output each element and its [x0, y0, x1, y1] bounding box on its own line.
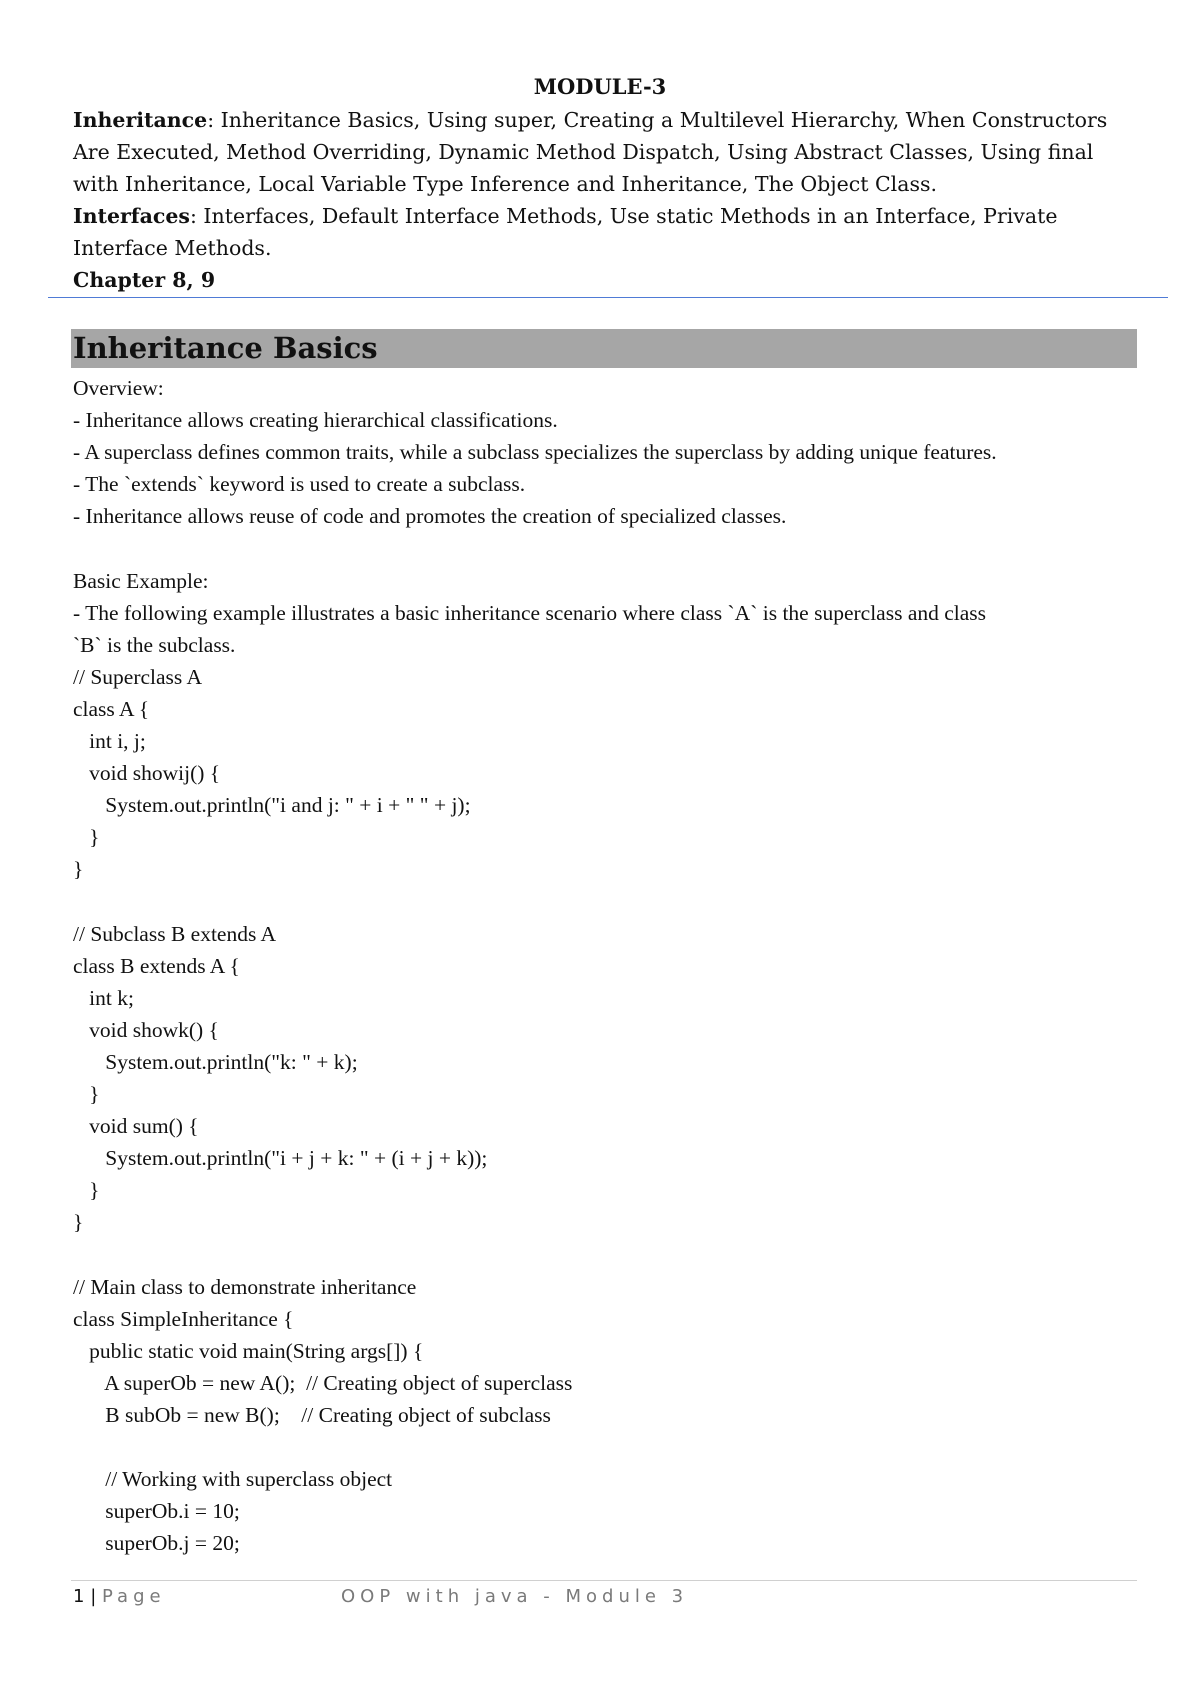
interfaces-topic-list: : Interfaces, Default Interface Methods, Use static Methods in an Interface, Private Interface Methods. — [73, 204, 1058, 260]
body-content — [73, 372, 1133, 1559]
chapter-reference: Chapter 8, 9 — [73, 268, 216, 292]
text-line: - The following example illustrates a basic inheritance scenario where class `A` is the superclass and class — [73, 600, 987, 625]
text-line: int k; — [73, 985, 134, 1010]
text-line: - Inheritance allows reuse of code and promotes the creation of specialized classes. — [73, 504, 787, 529]
text-line: } — [73, 1178, 100, 1203]
text-line: // Main class to demonstrate inheritance — [73, 1274, 417, 1299]
text-line: void sum() { — [73, 1114, 199, 1139]
text-line: `B` is the subclass. — [73, 632, 236, 657]
page-number: 1 — [73, 1586, 85, 1607]
text-line: public static void main(String args[]) { — [73, 1338, 424, 1363]
page-footer — [73, 1586, 689, 1607]
interfaces-label: Interfaces — [73, 204, 190, 228]
text-line: class SimpleInheritance { — [73, 1306, 294, 1331]
text-line — [73, 886, 1133, 918]
text-line: class B extends A { — [73, 953, 240, 978]
inheritance-topics — [73, 104, 1123, 200]
text-line: int i, j; — [73, 729, 146, 754]
module-label: OOP with java - Module 3 — [341, 1586, 689, 1607]
text-line: class A { — [73, 696, 150, 721]
footer-divider — [71, 1580, 1137, 1581]
footer-separator: | — [90, 1586, 97, 1607]
module-title: MODULE-3 — [533, 74, 667, 99]
interfaces-topics — [73, 200, 1123, 264]
text-line — [73, 532, 1133, 564]
text-line: } — [73, 1082, 100, 1107]
text-line: System.out.println("i and j: " + i + " " + j); — [73, 793, 471, 818]
text-line: - The `extends` keyword is used to create a subclass. — [73, 472, 526, 497]
text-line: System.out.println("k: " + k); — [73, 1049, 358, 1074]
text-line: A superOb = new A(); // Creating object of superclass — [73, 1370, 573, 1395]
inheritance-label: Inheritance — [73, 108, 208, 132]
page-label: Page — [102, 1586, 166, 1607]
section-heading-bar — [71, 329, 1137, 368]
header-divider — [48, 297, 1168, 298]
section-title: Inheritance Basics — [73, 331, 378, 365]
text-line: } — [73, 1210, 84, 1235]
text-line: - Inheritance allows creating hierarchical classifications. — [73, 408, 558, 433]
text-line: void showij() { — [73, 761, 221, 786]
text-line: } — [73, 857, 84, 882]
text-line: - A superclass defines common traits, while a subclass specializes the superclass by adding unique features. — [73, 440, 997, 465]
text-line: Basic Example: — [73, 568, 209, 593]
text-line: void showk() { — [73, 1017, 219, 1042]
text-line: superOb.i = 10; — [73, 1499, 240, 1524]
text-line: B subOb = new B(); // Creating object of subclass — [73, 1403, 551, 1427]
text-line: Overview: — [73, 376, 164, 400]
text-line: superOb.j = 20; — [73, 1531, 240, 1556]
inheritance-topic-list: : Inheritance Basics, Using super, Creating a Multilevel Hierarchy, When Constructors Are Executed, Method Overriding, Dynamic Method Dispatch, Using Abstract Classes, Using final with Inheritance, Local Variable Type Inference and Inheritance, The Object Class. — [73, 108, 1108, 196]
text-line — [73, 1239, 1133, 1271]
text-line: // Working with superclass object — [73, 1467, 393, 1492]
text-line: // Subclass B extends A — [73, 921, 277, 946]
module-syllabus — [73, 104, 1123, 296]
text-line: } — [73, 825, 100, 850]
text-line: // Superclass A — [73, 664, 202, 689]
text-line — [73, 1431, 1133, 1463]
text-line: System.out.println("i + j + k: " + (i + j + k)); — [73, 1146, 488, 1171]
